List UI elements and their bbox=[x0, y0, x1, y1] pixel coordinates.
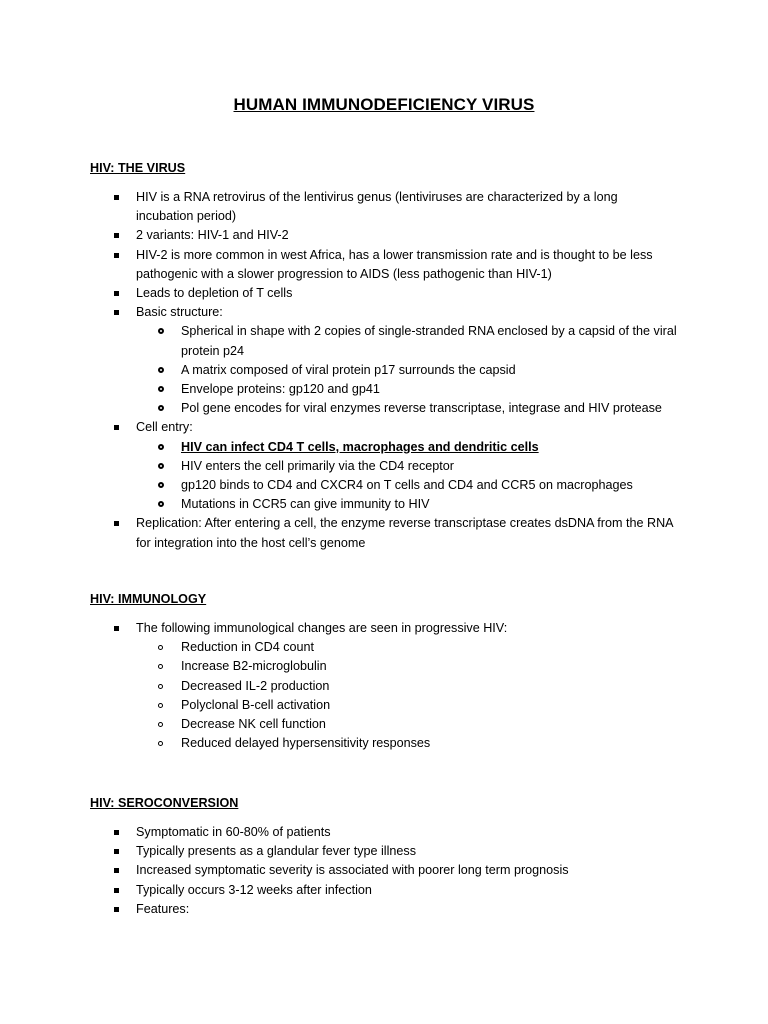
list-item: Basic structure: bbox=[0, 303, 768, 322]
square-bullet-icon bbox=[114, 253, 119, 258]
circle-bullet-icon bbox=[158, 444, 164, 450]
circle-bullet-icon bbox=[158, 482, 164, 488]
list-item: Increased symptomatic severity is associated with poorer long term prognosis bbox=[0, 861, 768, 880]
section-heading-immunology: HIV: IMMUNOLOGY bbox=[90, 592, 207, 606]
square-bullet-icon bbox=[114, 888, 119, 893]
square-bullet-icon bbox=[114, 907, 119, 912]
sub-list-item: Reduction in CD4 count bbox=[0, 638, 768, 657]
sub-list-item: HIV enters the cell primarily via the CD4 receptor bbox=[0, 457, 768, 476]
circle-bullet-icon bbox=[158, 741, 163, 746]
square-bullet-icon bbox=[114, 233, 119, 238]
list-item: The following immunological changes are seen in progressive HIV: bbox=[0, 619, 768, 638]
sub-list-item: Envelope proteins: gp120 and gp41 bbox=[0, 380, 768, 399]
sub-list-item: A matrix composed of viral protein p17 surrounds the capsid bbox=[0, 361, 768, 380]
sub-list-item: Increase B2-microglobulin bbox=[0, 657, 768, 676]
list-item: Typically occurs 3-12 weeks after infection bbox=[0, 881, 768, 900]
circle-bullet-icon bbox=[158, 328, 164, 334]
list-item: Features: bbox=[0, 900, 768, 919]
circle-bullet-icon bbox=[158, 367, 164, 373]
square-bullet-icon bbox=[114, 849, 119, 854]
section-list-seroconversion bbox=[0, 823, 768, 919]
square-bullet-icon bbox=[114, 310, 119, 315]
sub-list-item: Reduced delayed hypersensitivity responses bbox=[0, 734, 768, 753]
circle-bullet-icon bbox=[158, 722, 163, 727]
list-item: Symptomatic in 60-80% of patients bbox=[0, 823, 768, 842]
sub-list-item: Mutations in CCR5 can give immunity to HIV bbox=[0, 495, 768, 514]
sub-list-item: Spherical in shape with 2 copies of single-stranded RNA enclosed by a capsid of the viral protein p24 bbox=[0, 322, 768, 360]
circle-bullet-icon bbox=[158, 463, 164, 469]
square-bullet-icon bbox=[114, 425, 119, 430]
section-heading-virus: HIV: THE VIRUS bbox=[90, 161, 186, 175]
circle-bullet-icon bbox=[158, 501, 164, 507]
square-bullet-icon bbox=[114, 291, 119, 296]
list-item: Leads to depletion of T cells bbox=[0, 284, 768, 303]
sub-list-item: HIV can infect CD4 T cells, macrophages and dendritic cells bbox=[0, 438, 768, 457]
section-list-immunology bbox=[0, 619, 768, 753]
circle-bullet-icon bbox=[158, 664, 163, 669]
list-item: HIV-2 is more common in west Africa, has a lower transmission rate and is thought to be less pathogenic with a slower progression to AIDS (less pathogenic than HIV-1) bbox=[0, 246, 768, 284]
sub-list-item: Polyclonal B-cell activation bbox=[0, 696, 768, 715]
sub-list-item: Decrease NK cell function bbox=[0, 715, 768, 734]
list-item: 2 variants: HIV-1 and HIV-2 bbox=[0, 226, 768, 245]
square-bullet-icon bbox=[114, 521, 119, 526]
sub-list-item: gp120 binds to CD4 and CXCR4 on T cells and CD4 and CCR5 on macrophages bbox=[0, 476, 768, 495]
square-bullet-icon bbox=[114, 830, 119, 835]
sub-list-item: Pol gene encodes for viral enzymes reverse transcriptase, integrase and HIV protease bbox=[0, 399, 768, 418]
document-title: HUMAN IMMUNODEFICIENCY VIRUS bbox=[233, 95, 535, 114]
section-list-virus bbox=[0, 188, 768, 553]
circle-bullet-icon bbox=[158, 684, 163, 689]
list-item: Replication: After entering a cell, the enzyme reverse transcriptase creates dsDNA from the RNA for integration into the host cell’s genome bbox=[0, 514, 768, 552]
square-bullet-icon bbox=[114, 868, 119, 873]
square-bullet-icon bbox=[114, 626, 119, 631]
sub-list-item: Decreased IL-2 production bbox=[0, 677, 768, 696]
list-item: HIV is a RNA retrovirus of the lentivirus genus (lentiviruses are characterized by a long incubation period) bbox=[0, 188, 768, 226]
circle-bullet-icon bbox=[158, 645, 163, 650]
circle-bullet-icon bbox=[158, 703, 163, 708]
section-heading-seroconversion: HIV: SEROCONVERSION bbox=[90, 796, 239, 810]
square-bullet-icon bbox=[114, 195, 119, 200]
list-item: Typically presents as a glandular fever type illness bbox=[0, 842, 768, 861]
list-item: Cell entry: bbox=[0, 418, 768, 437]
circle-bullet-icon bbox=[158, 386, 164, 392]
circle-bullet-icon bbox=[158, 405, 164, 411]
